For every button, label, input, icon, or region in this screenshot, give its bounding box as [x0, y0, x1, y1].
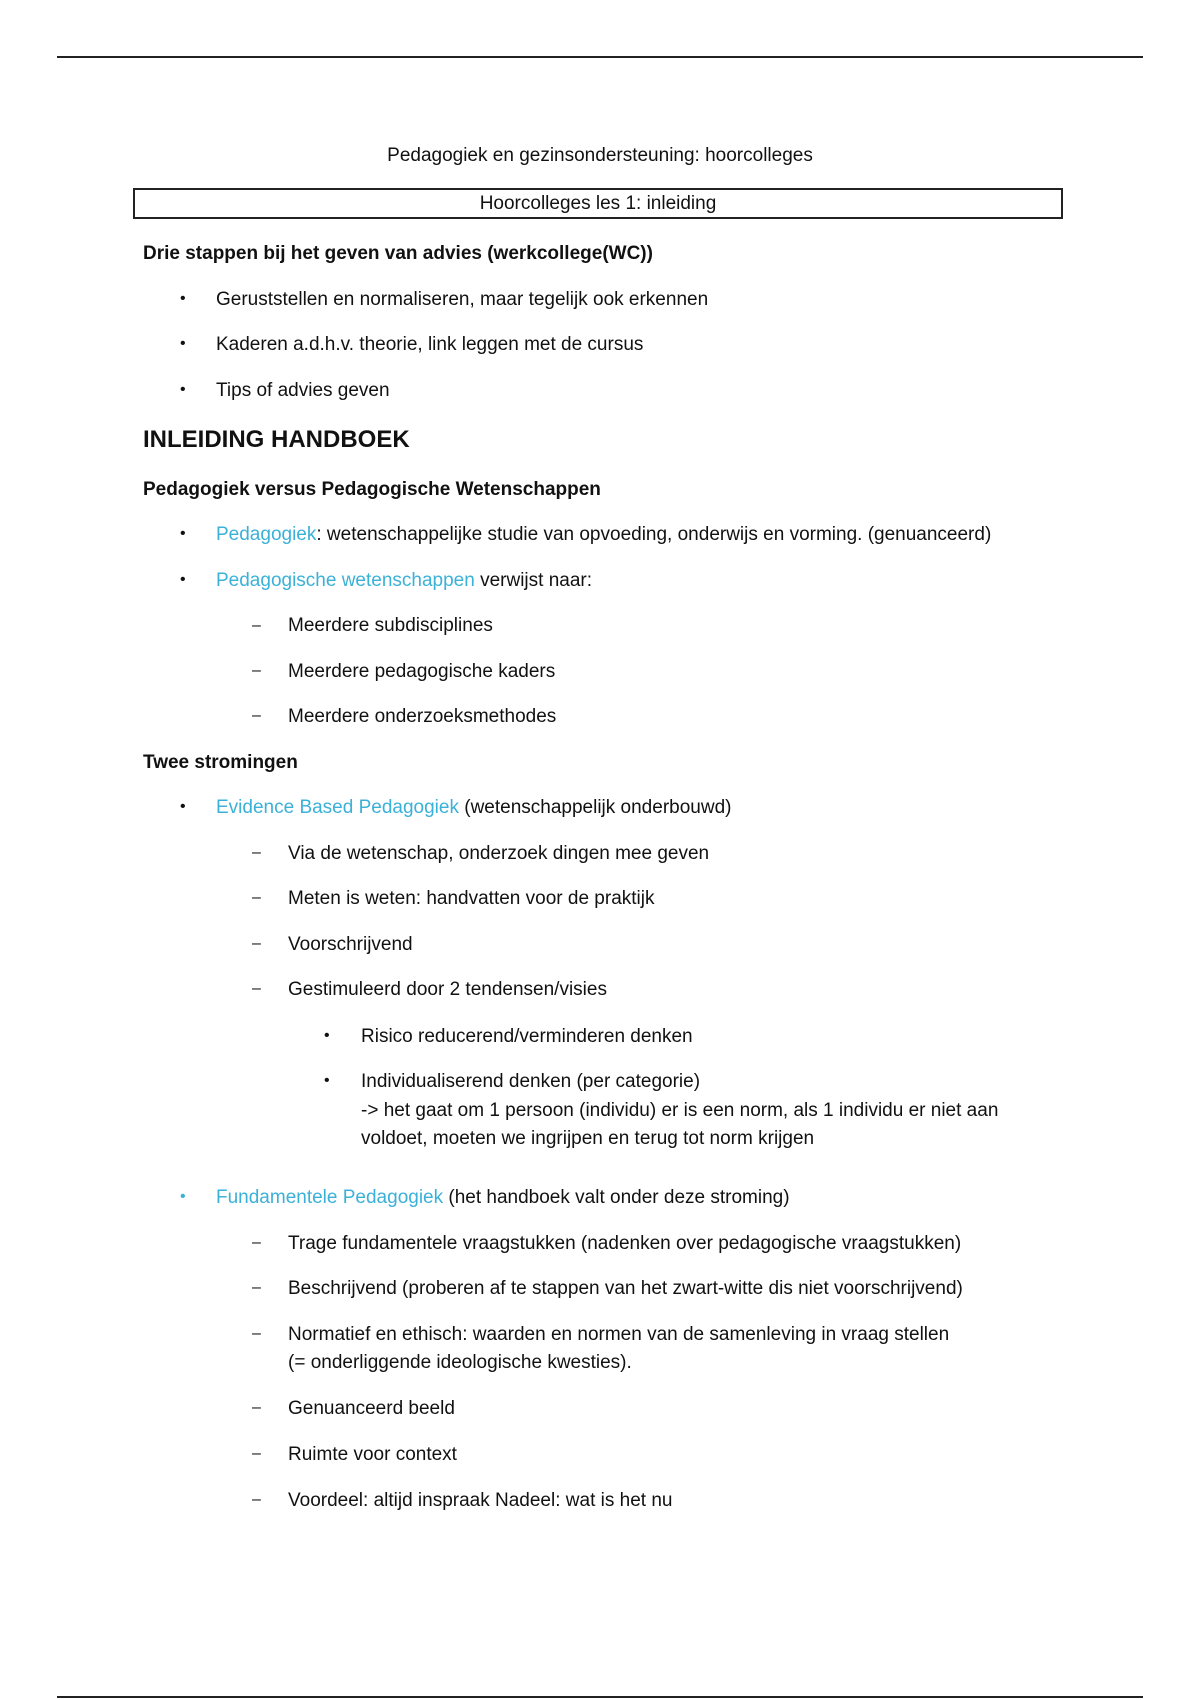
dash-marker: –: [252, 1445, 261, 1462]
stream-fundamentele: [216, 1187, 790, 1209]
sub-item: Meerdere onderzoeksmethodes: [288, 706, 557, 727]
main-heading: INLEIDING HANDBOEK: [143, 426, 410, 453]
sub-item: Voordeel: altijd inspraak Nadeel: wat is het nu: [288, 1490, 673, 1511]
sub-sub-item-continuation: voldoet, moeten we ingrijpen en terug tot norm krijgen: [361, 1128, 815, 1149]
sub-sub-item-continuation: -> het gaat om 1 persoon (individu) er is een norm, als 1 individu er niet aan: [361, 1100, 999, 1121]
sub-item: Genuanceerd beeld: [288, 1398, 455, 1419]
sub-sub-item: Individualiserend denken (per categorie): [361, 1071, 701, 1092]
bullet-marker: •: [180, 381, 186, 398]
sub-item: Trage fundamentele vraagstukken (nadenken over pedagogische vraagstukken): [288, 1233, 962, 1254]
bullet-marker: •: [324, 1072, 330, 1089]
sub-item: Meerdere pedagogische kaders: [288, 661, 556, 682]
advice-item: Tips of advies geven: [216, 380, 390, 401]
sub-item: Gestimuleerd door 2 tendensen/visies: [288, 979, 607, 1000]
term-pedagogiek: Pedagogiek: [216, 524, 317, 545]
dash-marker: –: [252, 1491, 261, 1508]
dash-marker: –: [252, 662, 261, 679]
term-pedagogische-wetenschappen: Pedagogische wetenschappen: [216, 570, 475, 591]
dash-marker: –: [252, 1234, 261, 1251]
dash-marker: –: [252, 889, 261, 906]
sub-sub-item: Risico reducerend/verminderen denken: [361, 1026, 693, 1047]
stream-evidence-based: [216, 797, 731, 819]
section-heading-stromingen: Twee stromingen: [143, 752, 298, 773]
bullet-marker: •: [180, 571, 186, 588]
dash-marker: –: [252, 617, 261, 634]
boxed-heading: Hoorcolleges les 1: inleiding: [133, 188, 1063, 219]
definition-text: : wetenschappelijke studie van opvoeding, onderwijs en vorming. (genuanceerd): [316, 524, 992, 545]
advice-item: Geruststellen en normaliseren, maar tegelijk ook erkennen: [216, 289, 709, 310]
sub-item: Normatief en ethisch: waarden en normen van de samenleving in vraag stellen: [288, 1324, 950, 1345]
sub-item: Via de wetenschap, onderzoek dingen mee geven: [288, 843, 710, 864]
bullet-marker: •: [180, 1188, 186, 1205]
section-heading-advice: Drie stappen bij het geven van advies (werkcollege(WC)): [143, 243, 653, 264]
bullet-marker: •: [180, 525, 186, 542]
sub-item: Voorschrijvend: [288, 934, 413, 955]
definition-pedagogiek: [216, 524, 991, 546]
dash-marker: –: [252, 1325, 261, 1342]
bottom-rule: [57, 1696, 1143, 1698]
top-rule: [57, 56, 1143, 58]
advice-item: Kaderen a.d.h.v. theorie, link leggen met de cursus: [216, 334, 644, 355]
dash-marker: –: [252, 844, 261, 861]
stream-description: (het handboek valt onder deze stroming): [443, 1187, 790, 1208]
section-heading-pedagogiek: Pedagogiek versus Pedagogische Wetenschappen: [143, 479, 601, 500]
dash-marker: –: [252, 707, 261, 724]
definition-text: verwijst naar:: [474, 570, 593, 591]
sub-item: Meerdere subdisciplines: [288, 615, 493, 636]
dash-marker: –: [252, 1399, 261, 1416]
bullet-marker: •: [180, 798, 186, 815]
term-fundamentele: Fundamentele Pedagogiek: [216, 1187, 444, 1208]
bullet-marker: •: [180, 335, 186, 352]
dash-marker: –: [252, 935, 261, 952]
document-title: Pedagogiek en gezinsondersteuning: hoorcolleges: [387, 145, 813, 166]
sub-item-continuation: (= onderliggende ideologische kwesties).: [288, 1352, 632, 1373]
dash-marker: –: [252, 980, 261, 997]
sub-item: Meten is weten: handvatten voor de praktijk: [288, 888, 655, 909]
term-evidence-based: Evidence Based Pedagogiek: [216, 797, 459, 818]
stream-description: (wetenschappelijk onderbouwd): [458, 797, 732, 818]
sub-item: Beschrijvend (proberen af te stappen van het zwart-witte dis niet voorschrijvend): [288, 1278, 963, 1299]
dash-marker: –: [252, 1279, 261, 1296]
definition-wetenschappen: [216, 570, 592, 592]
bullet-marker: •: [324, 1027, 330, 1044]
sub-item: Ruimte voor context: [288, 1444, 457, 1465]
bullet-marker: •: [180, 290, 186, 307]
